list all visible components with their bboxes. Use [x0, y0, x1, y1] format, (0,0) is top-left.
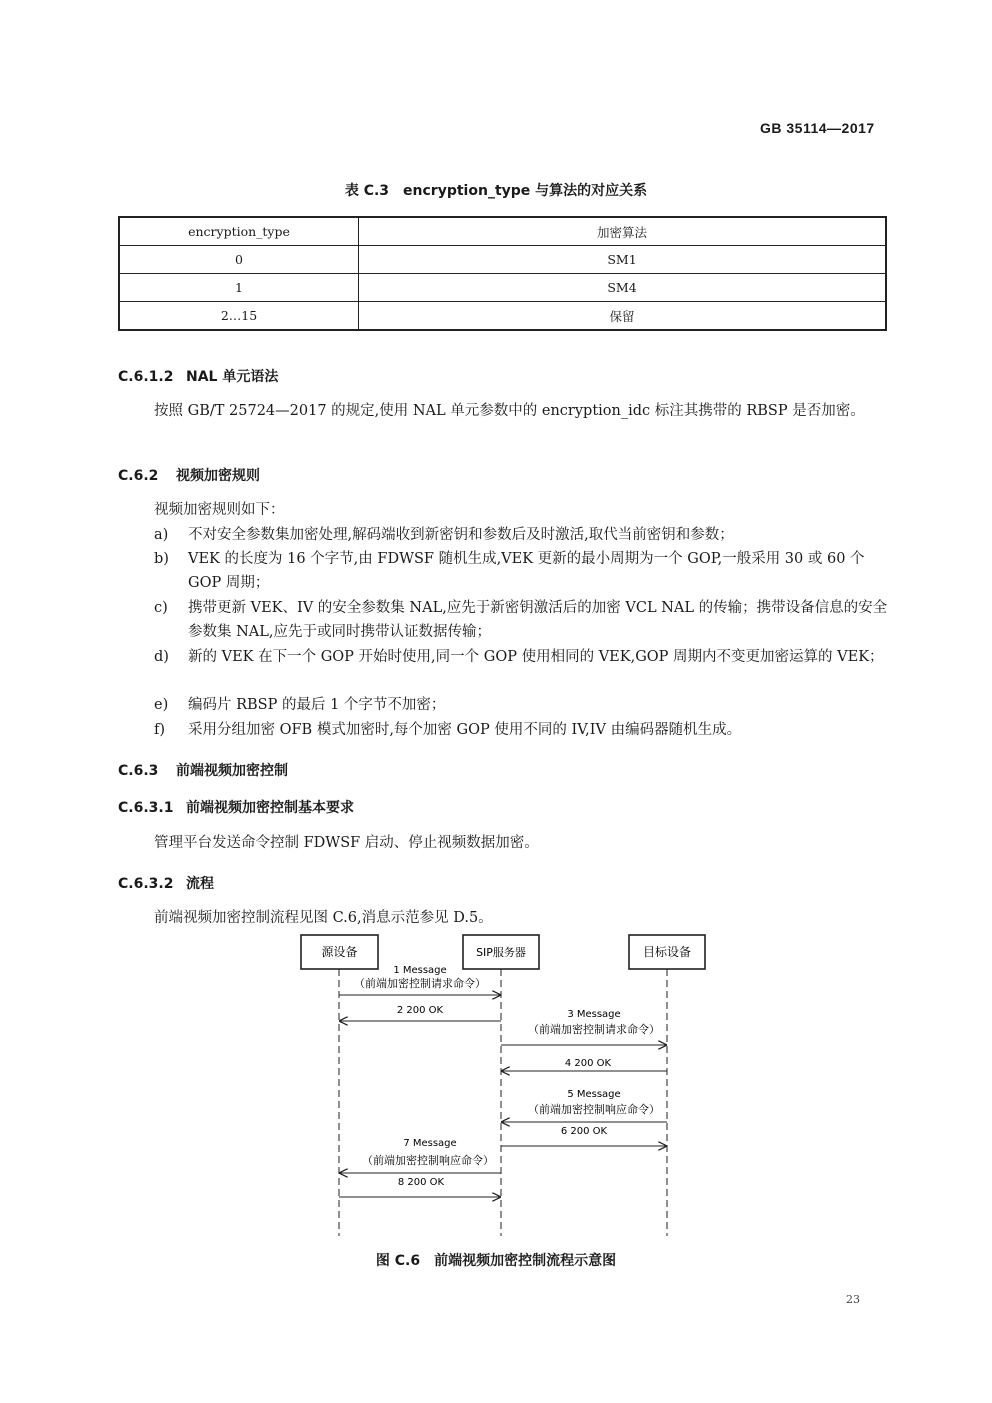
- entity-target-device: [629, 935, 705, 969]
- table-cell: 2…15: [119, 302, 359, 331]
- table-caption: 表 C.3 encryption_type 与算法的对应关系: [344, 183, 648, 199]
- heading-number: C.6.1.2: [118, 369, 174, 385]
- svg-text:4 200 OK: 4 200 OK: [564, 1058, 612, 1069]
- message-6: [501, 1126, 667, 1146]
- list-item-text: 采用分组加密 OFB 模式加密时,每个加密 GOP 使用不同的 IV,IV 由编码器随机生成。: [188, 722, 742, 738]
- svg-text:5 Message: 5 Message: [567, 1089, 621, 1100]
- table-header-cell: 加密算法: [359, 217, 887, 246]
- paragraph-flow-ref: 前端视频加密控制流程见图 C.6,消息示范参见 D.5。: [154, 910, 493, 926]
- entity-source-device: [301, 935, 378, 969]
- table-cell: 保留: [359, 302, 887, 331]
- svg-text:（前端加密控制响应命令）: （前端加密控制响应命令）: [362, 1154, 494, 1167]
- svg-text:（前端加密控制请求命令）: （前端加密控制请求命令）: [354, 977, 486, 990]
- table-header-cell: encryption_type: [119, 217, 359, 246]
- table-cell: SM4: [359, 274, 887, 302]
- list-item-label: f): [154, 722, 166, 738]
- list-item-text: 新的 VEK 在下一个 GOP 开始时使用,同一个 GOP 使用相同的 VEK,GOP 周期内不变更加密运算的 VEK；: [188, 649, 884, 665]
- list-item-text: 编码片 RBSP 的最后 1 个字节不加密；: [188, 697, 446, 713]
- svg-text:1 Message: 1 Message: [393, 965, 447, 976]
- message-5: [501, 1089, 667, 1122]
- standard-number: GB 35114—2017: [760, 120, 875, 136]
- list-item-text: VEK 的长度为 16 个字节,由 FDWSF 随机生成,VEK 更新的最小周期为一个 GOP,一般采用 30 或 60 个 GOP 周期；: [188, 551, 865, 591]
- entity-sip-server: [463, 935, 539, 969]
- heading-title: 流程: [186, 876, 214, 892]
- svg-text:3 Message: 3 Message: [567, 1009, 621, 1020]
- svg-text:（前端加密控制响应命令）: （前端加密控制响应命令）: [528, 1103, 660, 1116]
- list-item-label: d): [154, 649, 169, 665]
- message-7: [339, 1138, 501, 1173]
- heading-title: 前端视频加密控制基本要求: [186, 800, 354, 816]
- heading-title: 前端视频加密控制: [176, 763, 288, 779]
- svg-text:8 200 OK: 8 200 OK: [397, 1177, 445, 1188]
- list-item-text: 携带更新 VEK、IV 的安全参数集 NAL,应先于新密钥激活后的加密 VCL NAL 的传输；携带设备信息的安全参数集 NAL,应先于或同时携带认证数据传输；: [188, 600, 888, 640]
- svg-text:6 200 OK: 6 200 OK: [560, 1126, 608, 1137]
- table-cell: 1: [119, 274, 359, 302]
- svg-text:（前端加密控制请求命令）: （前端加密控制请求命令）: [528, 1023, 660, 1036]
- heading-number: C.6.3: [118, 763, 159, 779]
- paragraph-mgmt-control: 管理平台发送命令控制 FDWSF 启动、停止视频数据加密。: [154, 835, 539, 851]
- paragraph-nal-syntax: 按照 GB/T 25724—2017 的规定,使用 NAL 单元参数中的 encryption_idc 标注其携带的 RBSP 是否加密。: [154, 403, 865, 419]
- svg-text:7 Message: 7 Message: [403, 1138, 457, 1149]
- heading-number: C.6.2: [118, 468, 159, 484]
- message-8: [339, 1177, 501, 1197]
- list-item-label: c): [154, 600, 168, 616]
- svg-text:源设备: 源设备: [321, 945, 358, 959]
- svg-text:2 200 OK: 2 200 OK: [396, 1005, 444, 1016]
- list-item-text: 不对安全参数集加密处理,解码端收到新密钥和参数后及时激活,取代当前密钥和参数；: [188, 527, 734, 543]
- table-cell: 0: [119, 246, 359, 274]
- heading-number: C.6.3.1: [118, 800, 174, 816]
- table-cell: SM1: [359, 246, 887, 274]
- heading-title: NAL 单元语法: [186, 369, 279, 385]
- svg-text:SIP服务器: SIP服务器: [476, 946, 526, 959]
- heading-number: C.6.3.2: [118, 876, 174, 892]
- svg-text:目标设备: 目标设备: [642, 945, 692, 959]
- list-item-label: e): [154, 697, 169, 713]
- message-4: [501, 1058, 667, 1071]
- message-2: [339, 1005, 501, 1021]
- figure-caption: 图 C.6 前端视频加密控制流程示意图: [375, 1253, 617, 1269]
- message-3: [501, 1009, 667, 1045]
- list-item-label: b): [154, 551, 169, 567]
- page-number: 23: [846, 1293, 860, 1306]
- list-item-label: a): [154, 527, 169, 543]
- heading-title: 视频加密规则: [176, 468, 260, 484]
- rules-intro: 视频加密规则如下：: [154, 502, 285, 518]
